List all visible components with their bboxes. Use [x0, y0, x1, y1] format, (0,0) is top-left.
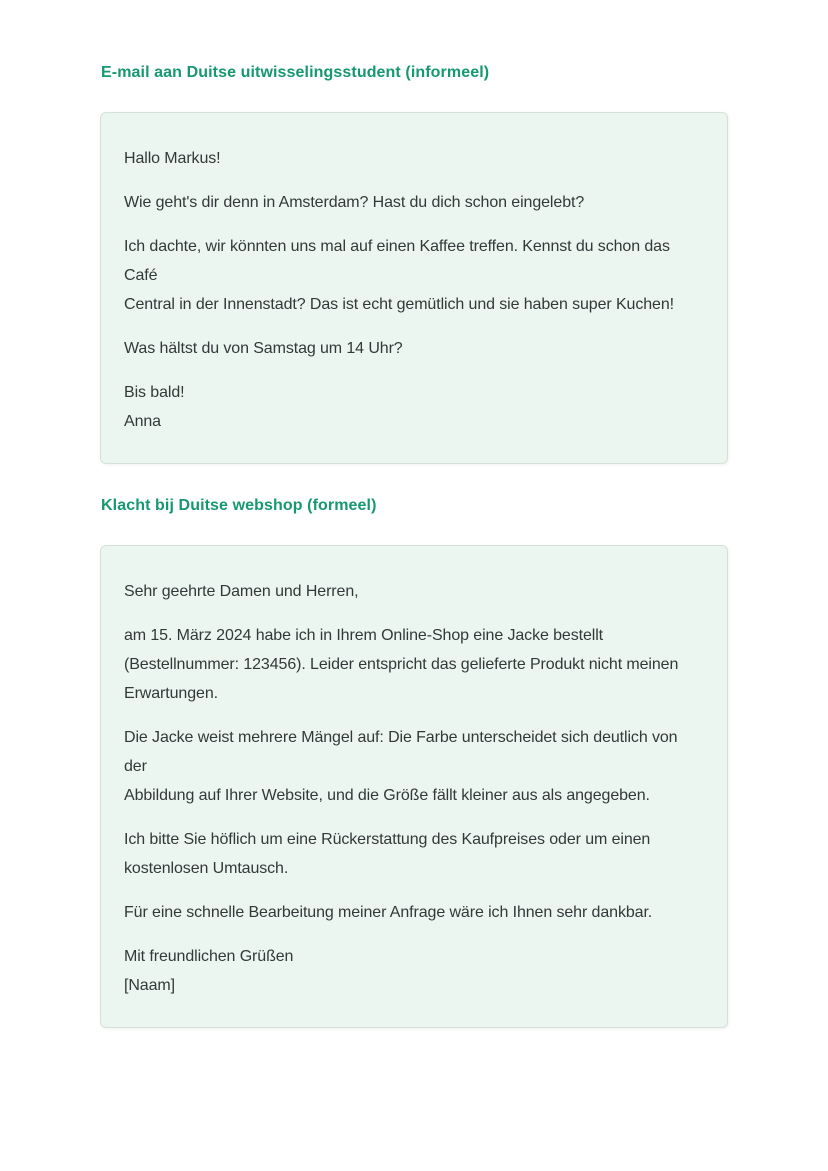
email-paragraph: Bis bald! Anna — [124, 384, 185, 430]
email-paragraph: Ich dachte, wir könnten uns mal auf einen Kaffee treffen. Kennst du schon das Café Central in der Innenstadt? Das ist echt gemütlich und sie haben super Kuchen! — [124, 238, 674, 313]
email-paragraph: Hallo Markus! — [124, 150, 221, 167]
section-formal-complaint — [100, 495, 728, 1028]
email-paragraph: am 15. März 2024 habe ich in Ihrem Online-Shop eine Jacke bestellt (Bestellnummer: 123456). Leider entspricht das gelieferte Produkt nicht meinen Erwartungen. — [124, 627, 679, 702]
email-paragraph: Für eine schnelle Bearbeitung meiner Anfrage wäre ich Ihnen sehr dankbar. — [124, 904, 653, 921]
email-paragraph: Sehr geehrte Damen und Herren, — [124, 583, 359, 600]
email-paragraph: Die Jacke weist mehrere Mängel auf: Die Farbe unterscheidet sich deutlich von der Abbildung auf Ihrer Website, und die Größe fällt kleiner aus als angegeben. — [124, 729, 678, 804]
section-title-formal: Klacht bij Duitse webshop (formeel) — [101, 497, 377, 514]
email-paragraph: Mit freundlichen Grüßen [Naam] — [124, 948, 294, 994]
email-paragraph: Wie geht's dir denn in Amsterdam? Hast du dich schon eingelebt? — [124, 194, 585, 211]
email-card-formal — [100, 545, 728, 1028]
section-informal-email — [100, 62, 728, 464]
email-card-informal — [100, 112, 728, 464]
section-title-informal: E-mail aan Duitse uitwisselingsstudent (informeel) — [101, 64, 490, 81]
email-paragraph: Was hältst du von Samstag um 14 Uhr? — [124, 340, 403, 357]
email-paragraph: Ich bitte Sie höflich um eine Rückerstattung des Kaufpreises oder um einen kostenlosen Umtausch. — [124, 831, 651, 877]
